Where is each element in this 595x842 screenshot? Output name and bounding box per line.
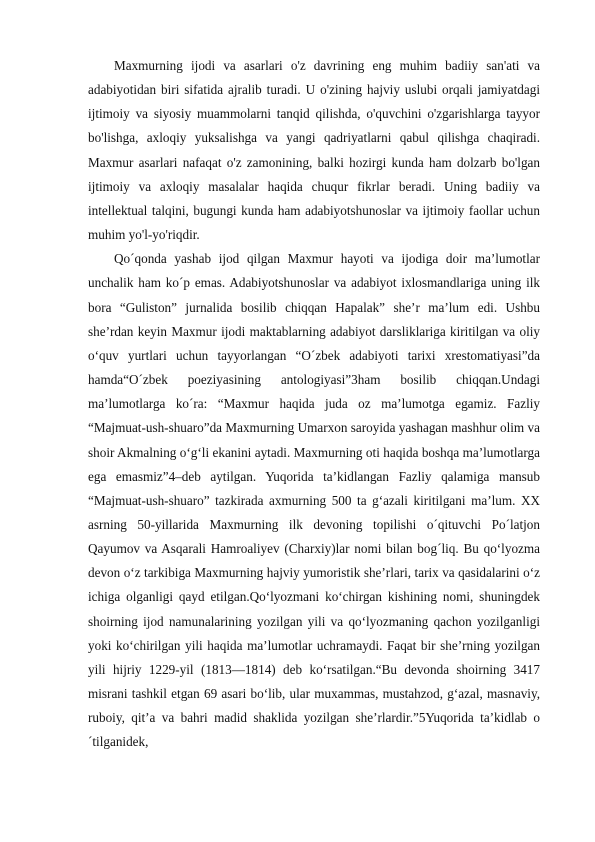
paragraph-maxmur-significance: Maxmurning ijodi va asarlari o'z davrining eng muhim badiiy san'ati va adabiyotidan biri sifatida ajralib turadi. U o'zining hajviy uslubi orqali jamiyatdagi ijtimoiy va siyosiy muammolarni tanqid qilishda, o'quvchini o'zgarishlarga tayyor bo'lishga, axloqiy yuksalishga va yangi qadriyatlarni qabul qilishga chaqiradi. Maxmur asarlari nafaqat o'z zamonining, balki hozirgi kunda ham dolzarb bo'lgan ijtimoiy va axloqiy masalalar haqida chuqur fikrlar beradi. Uning badiiy va intellektual talqini, bugungi kunda ham adabiyotshunoslar va ijtimoiy faollar uchun muhim yo'l-yo'riqdir.	[88, 58, 540, 243]
document-page	[88, 54, 540, 755]
paragraph-maxmur-biography: Qo´qonda yashab ijod qilgan Maxmur hayoti va ijodiga doir ma’lumotlar unchalik ham ko´p emas. Adabiyotshunoslar va adabiyot ixlosmandlariga uning ilk bora “Guliston” jurnalida bosilib chiqqan Hapalak” she’r ma’lum edi. Ushbu she’rdan keyin Maxmur ijodi maktablarning adabiyot darsliklariga kiritilgan va oliy o‘quv yurtlari uchun tayyorlangan “O´zbek adabiyoti tarixi xrestomatiyasi”da hamda“O´zbek poeziyasining antologiyasi”3ham bosilib chiqqan.Undagi ma’lumotlarga ko´ra: “Maxmur haqida juda oz ma’lumotga egamiz. Fazliy “Majmuat-ush-shuaro”da Maxmurning Umarxon saroyida yashagan mashhur olim va shoir Akmalning o‘g‘li ekanini aytadi. Maxmurning oti haqida boshqa ma’lumotlarga ega emasmiz”4–deb aytilgan. Yuqorida ta’kidlangan Fazliy qalamiga mansub “Majmuat-ush-shuaro” tazkirada axmurning 500 ta g‘azali kiritilgani ma’lum. XX asrning 50-yillarida Maxmurning ilk devoning topilishi o´qituvchi Po´latjon Qayumov va Asqarali Hamroaliyev (Charxiy)lar nomi bilan bog´liq. Bu qo‘lyozma devon o‘z tarkibiga Maxmurning hajviy yumoristik she’rlari, tarix va qasidalarini o‘z ichiga olganligi qayd etilgan.Qo‘lyozmani ko‘chirgan kishining nomi, shuningdek shoirning ijod namunalarining yozilgan yili va qo‘lyozmaning qachon yozilganligi yoki ko‘chirilgan yili haqida ma’lumotlar uchramaydi. Faqat bir she’rning yozilgan yili hijriy 1229-yil (1813—1814) deb ko‘rsatilgan.“Bu devonda shoirning 3417 misrani tashkil etgan 69 asari bo‘lib, ular muxammas, mustahzod, g‘azal, masnaviy, ruboiy, qit’a va bahri madid shaklida yozilgan she’rlardir.”5Yuqorida ta’kidlab o´tilganidek,	[88, 251, 540, 750]
